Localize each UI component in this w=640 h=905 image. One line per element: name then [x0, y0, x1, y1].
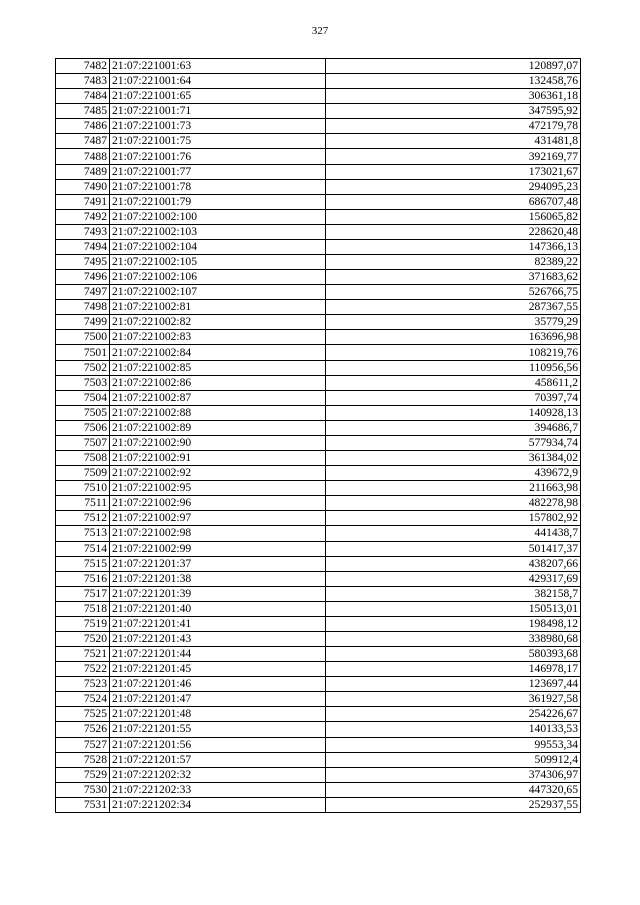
- table-row: [56, 179, 581, 194]
- cadastral-number-cell: 21:07:221002:84: [110, 345, 326, 360]
- row-number-cell: 7526: [56, 722, 110, 737]
- cadastral-value-cell: 472179,78: [326, 119, 581, 134]
- cadastral-number-cell: 21:07:221002:97: [110, 511, 326, 526]
- table-row: [56, 692, 581, 707]
- table-row: [56, 345, 581, 360]
- row-number-cell: 7522: [56, 662, 110, 677]
- row-number-cell: 7483: [56, 74, 110, 89]
- table-row: [56, 119, 581, 134]
- cadastral-number-cell: 21:07:221201:55: [110, 722, 326, 737]
- cadastral-number-cell: 21:07:221201:37: [110, 556, 326, 571]
- table-row: [56, 677, 581, 692]
- table-row: [56, 601, 581, 616]
- cadastral-value-cell: 157802,92: [326, 511, 581, 526]
- table-row: [56, 270, 581, 285]
- row-number-cell: 7531: [56, 797, 110, 812]
- row-number-cell: 7482: [56, 59, 110, 74]
- cadastral-value-cell: 374306,97: [326, 767, 581, 782]
- cadastral-number-cell: 21:07:221002:106: [110, 270, 326, 285]
- row-number-cell: 7494: [56, 239, 110, 254]
- table-row: [56, 89, 581, 104]
- row-number-cell: 7513: [56, 526, 110, 541]
- table-row: [56, 752, 581, 767]
- table-row: [56, 390, 581, 405]
- cadastral-number-cell: 21:07:221002:85: [110, 360, 326, 375]
- row-number-cell: 7496: [56, 270, 110, 285]
- table-row: [56, 315, 581, 330]
- cadastral-value-cell: 156065,82: [326, 209, 581, 224]
- row-number-cell: 7495: [56, 255, 110, 270]
- cadastral-number-cell: 21:07:221002:98: [110, 526, 326, 541]
- cadastral-value-cell: 110956,56: [326, 360, 581, 375]
- page-number: 327: [311, 25, 329, 37]
- cadastral-value-cell: 361384,02: [326, 451, 581, 466]
- row-number-cell: 7524: [56, 692, 110, 707]
- cadastral-number-cell: 21:07:221001:79: [110, 194, 326, 209]
- cadastral-value-cell: 120897,07: [326, 59, 581, 74]
- cadastral-value-cell: 501417,37: [326, 541, 581, 556]
- table-row: [56, 224, 581, 239]
- table-row: [56, 511, 581, 526]
- cadastral-value-cell: 394686,7: [326, 420, 581, 435]
- row-number-cell: 7525: [56, 707, 110, 722]
- row-number-cell: 7489: [56, 164, 110, 179]
- row-number-cell: 7504: [56, 390, 110, 405]
- table-row: [56, 59, 581, 74]
- cadastral-number-cell: 21:07:221002:104: [110, 239, 326, 254]
- cadastral-value-cell: 163696,98: [326, 330, 581, 345]
- table-row: [56, 782, 581, 797]
- table-row: [56, 586, 581, 601]
- cadastral-number-cell: 21:07:221002:88: [110, 405, 326, 420]
- cadastral-value-cell: 70397,74: [326, 390, 581, 405]
- row-number-cell: 7497: [56, 285, 110, 300]
- cadastral-value-cell: 306361,18: [326, 89, 581, 104]
- cadastral-value-cell: 147366,13: [326, 239, 581, 254]
- row-number-cell: 7514: [56, 541, 110, 556]
- cadastral-number-cell: 21:07:221001:63: [110, 59, 326, 74]
- cadastral-value-cell: 371683,62: [326, 270, 581, 285]
- cadastral-value-cell: 361927,58: [326, 692, 581, 707]
- cadastral-number-cell: 21:07:221001:75: [110, 134, 326, 149]
- cadastral-number-cell: 21:07:221002:99: [110, 541, 326, 556]
- row-number-cell: 7512: [56, 511, 110, 526]
- table-row: [56, 722, 581, 737]
- cadastral-number-cell: 21:07:221001:71: [110, 104, 326, 119]
- cadastral-value-cell: 526766,75: [326, 285, 581, 300]
- cadastral-value-cell: 150513,01: [326, 601, 581, 616]
- cadastral-number-cell: 21:07:221002:87: [110, 390, 326, 405]
- table-row: [56, 556, 581, 571]
- table-row: [56, 134, 581, 149]
- table-row: [56, 300, 581, 315]
- cadastral-number-cell: 21:07:221002:105: [110, 255, 326, 270]
- row-number-cell: 7485: [56, 104, 110, 119]
- cadastral-value-cell: 447320,65: [326, 782, 581, 797]
- cadastral-value-cell: 429317,69: [326, 571, 581, 586]
- row-number-cell: 7486: [56, 119, 110, 134]
- cadastral-number-cell: 21:07:221202:33: [110, 782, 326, 797]
- cadastral-number-cell: 21:07:221002:100: [110, 209, 326, 224]
- row-number-cell: 7509: [56, 466, 110, 481]
- row-number-cell: 7492: [56, 209, 110, 224]
- row-number-cell: 7527: [56, 737, 110, 752]
- cadastral-value-cell: 146978,17: [326, 662, 581, 677]
- cadastral-number-cell: 21:07:221201:38: [110, 571, 326, 586]
- row-number-cell: 7529: [56, 767, 110, 782]
- row-number-cell: 7501: [56, 345, 110, 360]
- cadastral-value-cell: 431481,8: [326, 134, 581, 149]
- row-number-cell: 7516: [56, 571, 110, 586]
- cadastral-value-cell: 438207,66: [326, 556, 581, 571]
- cadastral-value-cell: 509912,4: [326, 752, 581, 767]
- table-row: [56, 405, 581, 420]
- cadastral-value-cell: 294095,23: [326, 179, 581, 194]
- cadastral-number-cell: 21:07:221002:82: [110, 315, 326, 330]
- table-row: [56, 435, 581, 450]
- row-number-cell: 7517: [56, 586, 110, 601]
- row-number-cell: 7530: [56, 782, 110, 797]
- table-row: [56, 420, 581, 435]
- table-body: [56, 59, 581, 813]
- cadastral-value-cell: 132458,76: [326, 74, 581, 89]
- cadastral-number-cell: 21:07:221002:86: [110, 375, 326, 390]
- cadastral-number-cell: 21:07:221001:65: [110, 89, 326, 104]
- table-row: [56, 631, 581, 646]
- cadastral-number-cell: 21:07:221201:41: [110, 616, 326, 631]
- cadastral-number-cell: 21:07:221001:76: [110, 149, 326, 164]
- cadastral-number-cell: 21:07:221202:32: [110, 767, 326, 782]
- cadastral-value-cell: 577934,74: [326, 435, 581, 450]
- row-number-cell: 7498: [56, 300, 110, 315]
- cadastral-value-cell: 252937,55: [326, 797, 581, 812]
- cadastral-number-cell: 21:07:221002:81: [110, 300, 326, 315]
- table-row: [56, 451, 581, 466]
- cadastral-number-cell: 21:07:221201:46: [110, 677, 326, 692]
- row-number-cell: 7520: [56, 631, 110, 646]
- cadastral-value-cell: 35779,29: [326, 315, 581, 330]
- cadastral-number-cell: 21:07:221201:57: [110, 752, 326, 767]
- table-row: [56, 541, 581, 556]
- cadastral-value-cell: 228620,48: [326, 224, 581, 239]
- cadastral-number-cell: 21:07:221001:73: [110, 119, 326, 134]
- row-number-cell: 7528: [56, 752, 110, 767]
- cadastral-number-cell: 21:07:221201:48: [110, 707, 326, 722]
- cadastral-number-cell: 21:07:221002:89: [110, 420, 326, 435]
- row-number-cell: 7490: [56, 179, 110, 194]
- row-number-cell: 7503: [56, 375, 110, 390]
- row-number-cell: 7487: [56, 134, 110, 149]
- cadastral-value-cell: 254226,67: [326, 707, 581, 722]
- cadastral-number-cell: 21:07:221002:91: [110, 451, 326, 466]
- cadastral-value-cell: 382158,7: [326, 586, 581, 601]
- row-number-cell: 7523: [56, 677, 110, 692]
- table-row: [56, 360, 581, 375]
- table-row: [56, 375, 581, 390]
- cadastral-value-cell: 123697,44: [326, 677, 581, 692]
- cadastral-number-cell: 21:07:221002:90: [110, 435, 326, 450]
- table-row: [56, 239, 581, 254]
- cadastral-number-cell: 21:07:221201:40: [110, 601, 326, 616]
- row-number-cell: 7506: [56, 420, 110, 435]
- cadastral-number-cell: 21:07:221002:83: [110, 330, 326, 345]
- row-number-cell: 7511: [56, 496, 110, 511]
- cadastral-value-cell: 82389,22: [326, 255, 581, 270]
- cadastral-value-cell: 392169,77: [326, 149, 581, 164]
- cadastral-value-cell: 441438,7: [326, 526, 581, 541]
- table-row: [56, 707, 581, 722]
- cadastral-number-cell: 21:07:221001:64: [110, 74, 326, 89]
- cadastral-number-cell: 21:07:221201:44: [110, 647, 326, 662]
- row-number-cell: 7484: [56, 89, 110, 104]
- cadastral-number-cell: 21:07:221201:45: [110, 662, 326, 677]
- table-row: [56, 481, 581, 496]
- table-row: [56, 662, 581, 677]
- cadastral-value-cell: 338980,68: [326, 631, 581, 646]
- row-number-cell: 7515: [56, 556, 110, 571]
- cadastral-value-cell: 482278,98: [326, 496, 581, 511]
- row-number-cell: 7502: [56, 360, 110, 375]
- table-row: [56, 285, 581, 300]
- cadastral-value-cell: 198498,12: [326, 616, 581, 631]
- table-row: [56, 149, 581, 164]
- cadastral-value-cell: 140928,13: [326, 405, 581, 420]
- table-row: [56, 164, 581, 179]
- table-row: [56, 194, 581, 209]
- cadastral-value-cell: 686707,48: [326, 194, 581, 209]
- row-number-cell: 7508: [56, 451, 110, 466]
- cadastral-number-cell: 21:07:221001:77: [110, 164, 326, 179]
- row-number-cell: 7510: [56, 481, 110, 496]
- row-number-cell: 7518: [56, 601, 110, 616]
- cadastral-number-cell: 21:07:221202:34: [110, 797, 326, 812]
- table-row: [56, 767, 581, 782]
- table-row: [56, 616, 581, 631]
- cadastral-number-cell: 21:07:221201:47: [110, 692, 326, 707]
- cadastral-value-cell: 287367,55: [326, 300, 581, 315]
- table-row: [56, 104, 581, 119]
- row-number-cell: 7499: [56, 315, 110, 330]
- row-number-cell: 7488: [56, 149, 110, 164]
- table-row: [56, 74, 581, 89]
- row-number-cell: 7505: [56, 405, 110, 420]
- cadastral-value-cell: 108219,76: [326, 345, 581, 360]
- cadastral-number-cell: 21:07:221002:107: [110, 285, 326, 300]
- cadastral-number-cell: 21:07:221201:56: [110, 737, 326, 752]
- cadastral-number-cell: 21:07:221002:96: [110, 496, 326, 511]
- row-number-cell: 7491: [56, 194, 110, 209]
- row-number-cell: 7493: [56, 224, 110, 239]
- table-row: [56, 209, 581, 224]
- row-number-cell: 7521: [56, 647, 110, 662]
- table-row: [56, 797, 581, 812]
- table-row: [56, 496, 581, 511]
- cadastral-value-table: [55, 58, 581, 813]
- table-row: [56, 526, 581, 541]
- table-row: [56, 647, 581, 662]
- table-row: [56, 466, 581, 481]
- cadastral-number-cell: 21:07:221201:39: [110, 586, 326, 601]
- cadastral-value-cell: 173021,67: [326, 164, 581, 179]
- cadastral-value-cell: 580393,68: [326, 647, 581, 662]
- cadastral-number-cell: 21:07:221001:78: [110, 179, 326, 194]
- row-number-cell: 7507: [56, 435, 110, 450]
- cadastral-number-cell: 21:07:221002:92: [110, 466, 326, 481]
- cadastral-value-cell: 140133,53: [326, 722, 581, 737]
- table-row: [56, 255, 581, 270]
- cadastral-value-cell: 211663,98: [326, 481, 581, 496]
- cadastral-number-cell: 21:07:221201:43: [110, 631, 326, 646]
- cadastral-value-cell: 347595,92: [326, 104, 581, 119]
- cadastral-number-cell: 21:07:221002:103: [110, 224, 326, 239]
- table-row: [56, 330, 581, 345]
- table-row: [56, 737, 581, 752]
- row-number-cell: 7519: [56, 616, 110, 631]
- table-row: [56, 571, 581, 586]
- row-number-cell: 7500: [56, 330, 110, 345]
- cadastral-number-cell: 21:07:221002:95: [110, 481, 326, 496]
- cadastral-value-cell: 99553,34: [326, 737, 581, 752]
- cadastral-value-cell: 439672,9: [326, 466, 581, 481]
- cadastral-value-cell: 458611,2: [326, 375, 581, 390]
